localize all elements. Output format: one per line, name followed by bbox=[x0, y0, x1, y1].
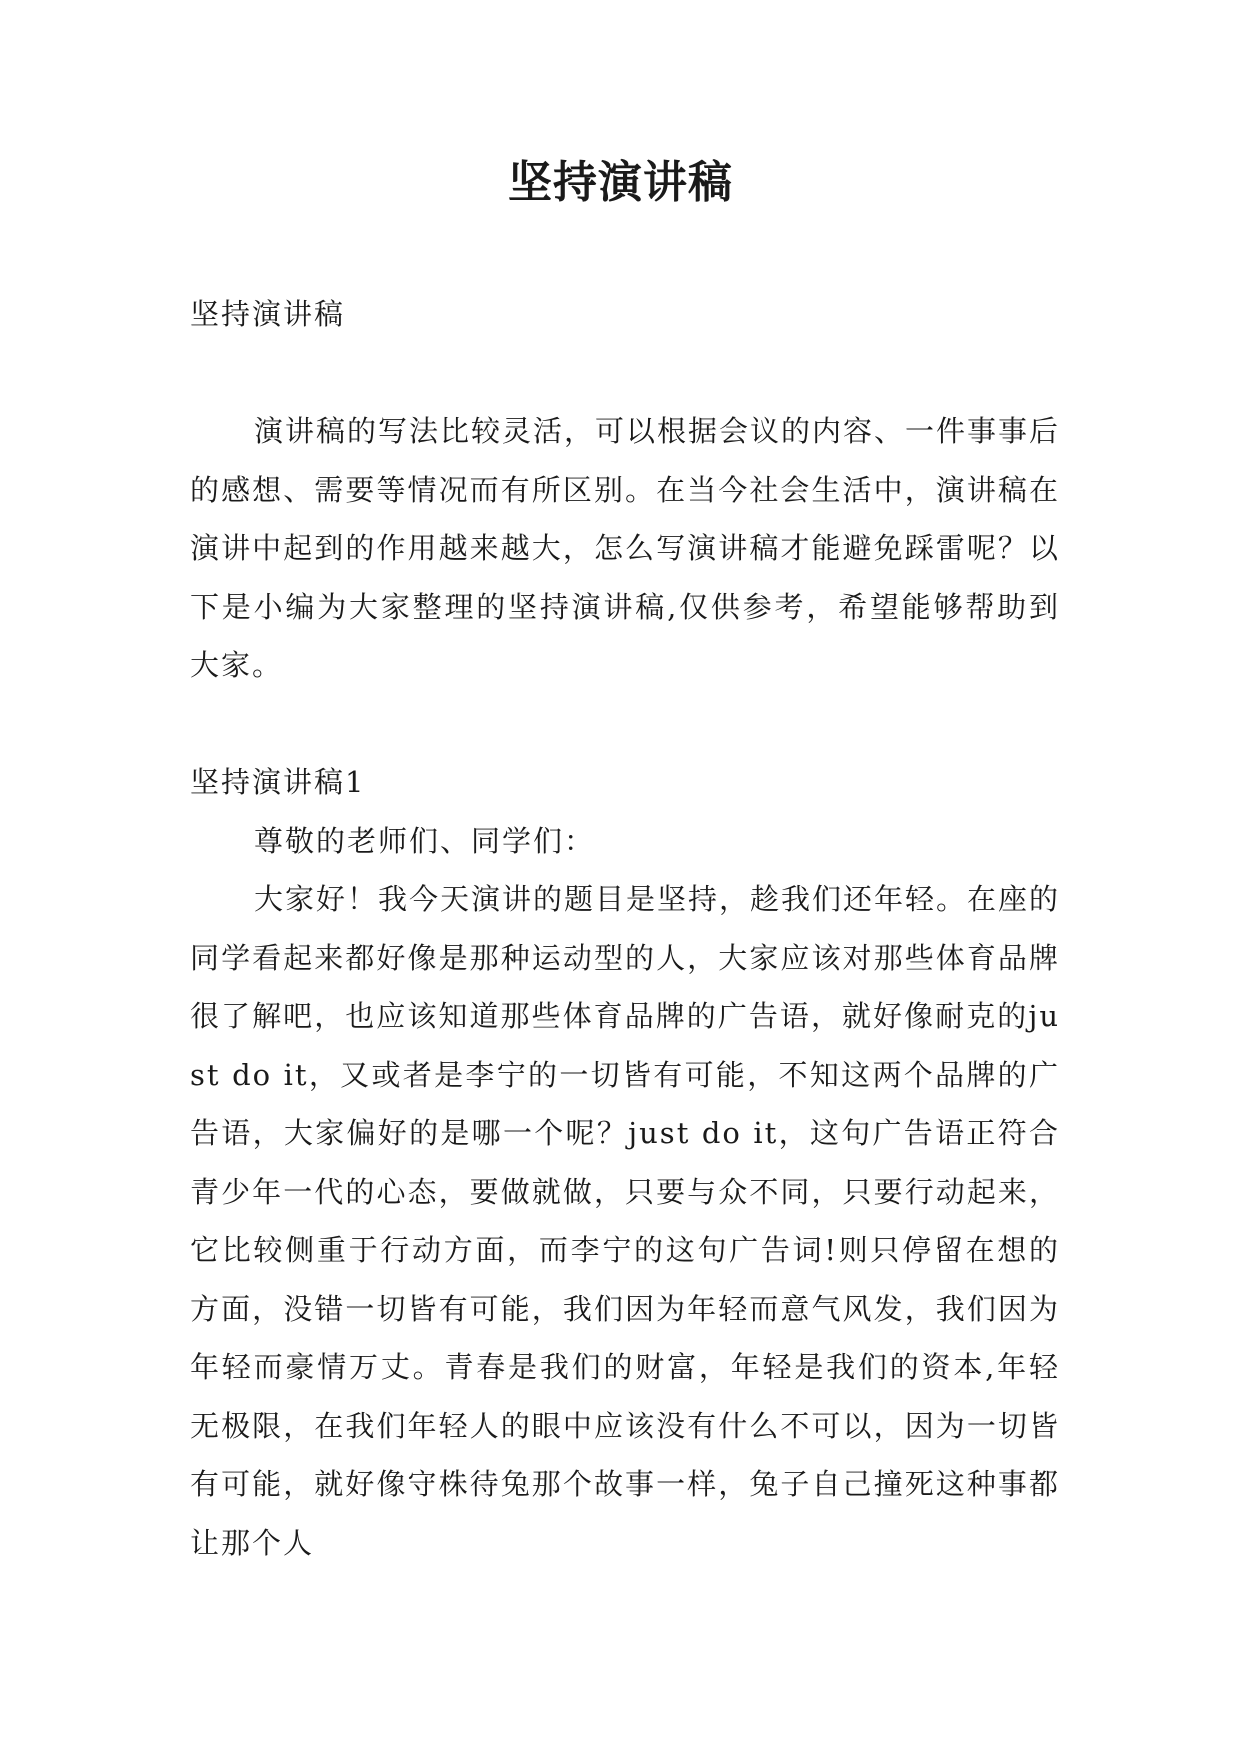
document-title: 坚持演讲稿 bbox=[508, 157, 733, 208]
salutation: 尊敬的老师们、同学们： bbox=[254, 823, 596, 858]
section-heading: 坚持演讲稿1 bbox=[190, 765, 366, 799]
document-subtitle: 坚持演讲稿 bbox=[190, 297, 346, 331]
spacer bbox=[190, 695, 1060, 754]
document-content bbox=[190, 285, 1060, 1572]
body-paragraph: 大家好！我今天演讲的题目是坚持，趁我们还年轻。在座的同学看起来都好像是那种运动型的人，大家应该对那些体育品牌很了解吧，也应该知道那些体育品牌的广告语，就好像耐克的just do it，又或者是李宁的一切皆有可能，不知这两个品牌的广告语，大家偏好的是哪一个呢？just do it，这句广告语正符合青少年一代的心态，要做就做，只要与众不同，只要行动起来，它比较侧重于行动方面，而李宁的这句广告词!则只停留在想的方面，没错一切皆有可能，我们因为年轻而意气风发，我们因为年轻而豪情万丈。青春是我们的财富，年轻是我们的资本,年轻无极限，在我们年轻人的眼中应该没有什么不可以，因为一切皆有可能，就好像守株待兔那个故事一样，兔子自己撞死这种事都让那个人 bbox=[190, 882, 1061, 1560]
intro-paragraph: 演讲稿的写法比较灵活，可以根据会议的内容、一件事事后的感想、需要等情况而有所区别。在当今社会生活中，演讲稿在演讲中起到的作用越来越大，怎么写演讲稿才能避免踩雷呢？以下是小编为大家整理的坚持演讲稿,仅供参考，希望能够帮助到大家。 bbox=[190, 414, 1061, 682]
spacer bbox=[190, 344, 1060, 403]
